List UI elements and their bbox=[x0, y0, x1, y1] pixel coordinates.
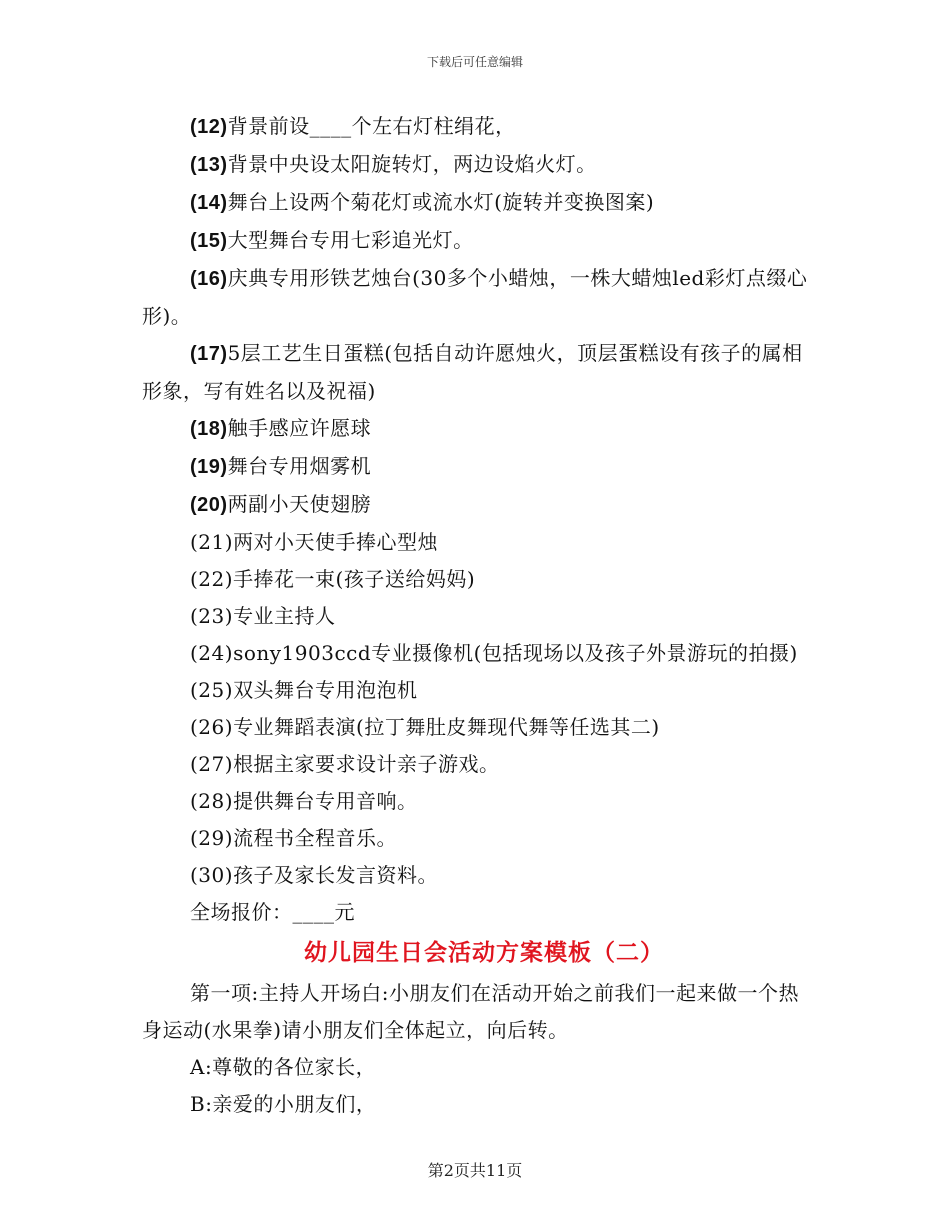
item-number: (23) bbox=[190, 604, 234, 628]
item-number: (26) bbox=[190, 715, 234, 739]
item-number: (17) bbox=[190, 343, 228, 365]
list-item bbox=[142, 108, 814, 146]
item-text: 背景前设____个左右灯柱绢花， bbox=[227, 114, 516, 138]
list-item bbox=[142, 783, 814, 820]
item-text: 触手感应许愿球 bbox=[227, 416, 372, 440]
item-number: (21) bbox=[190, 530, 234, 554]
list-item bbox=[142, 335, 814, 410]
list-item bbox=[142, 146, 814, 184]
item-text: 两副小天使翅膀 bbox=[227, 492, 372, 516]
item-text: 流程书全程音乐。 bbox=[233, 826, 398, 850]
list-item bbox=[142, 820, 814, 857]
item-number: (30) bbox=[190, 863, 234, 887]
item-number: (25) bbox=[190, 678, 234, 702]
list-item bbox=[142, 448, 814, 486]
item-text: 舞台专用烟雾机 bbox=[227, 454, 372, 478]
list-item bbox=[142, 746, 814, 783]
list-item bbox=[142, 260, 814, 335]
list-item bbox=[142, 598, 814, 635]
item-text: 舞台上设两个菊花灯或流水灯(旋转并变换图案) bbox=[227, 190, 655, 214]
list-item bbox=[142, 222, 814, 260]
item-text: 大型舞台专用七彩追光灯。 bbox=[227, 228, 474, 252]
list-item bbox=[142, 524, 814, 561]
item-text: 专业主持人 bbox=[233, 604, 336, 628]
item-number: (24) bbox=[190, 641, 234, 665]
list-item bbox=[142, 857, 814, 894]
item-number: (13) bbox=[190, 154, 228, 176]
item-number: (27) bbox=[190, 752, 234, 776]
item-text: 孩子及家长发言资料。 bbox=[233, 863, 439, 887]
list-item bbox=[142, 486, 814, 524]
item-text: sony1903ccd专业摄像机(包括现场以及孩子外景游玩的拍摄) bbox=[233, 641, 798, 665]
list-item bbox=[142, 709, 814, 746]
list-item bbox=[142, 635, 814, 672]
item-number: (28) bbox=[190, 789, 234, 813]
section-title: 幼儿园生日会活动方案模板（二） bbox=[304, 939, 664, 966]
item-number: (20) bbox=[190, 494, 228, 516]
item-text: 双头舞台专用泡泡机 bbox=[233, 678, 418, 702]
list-item bbox=[142, 184, 814, 222]
item-text: 手捧花一束(孩子送给妈妈) bbox=[233, 567, 476, 591]
item-text: 专业舞蹈表演(拉丁舞肚皮舞现代舞等任选其二) bbox=[233, 715, 660, 739]
price-line: 全场报价：____元 bbox=[190, 900, 355, 924]
page-footer: 第2页共11页 bbox=[427, 1161, 523, 1180]
item-text: 5层工艺生日蛋糕(包括自动许愿烛火，顶层蛋糕设有孩子的属相形象，写有姓名以及祝福) bbox=[142, 341, 803, 403]
list-item bbox=[142, 410, 814, 448]
item-number: (12) bbox=[190, 116, 228, 138]
item-text: 根据主家要求设计亲子游戏。 bbox=[233, 752, 500, 776]
page-header: 下载后可任意编辑 bbox=[426, 55, 523, 69]
item-text: 庆典专用形铁艺烛台(30多个小蜡烛，一株大蜡烛led彩灯点缀心形)。 bbox=[142, 266, 808, 328]
item-number: (15) bbox=[190, 230, 228, 252]
item-number: (14) bbox=[190, 192, 228, 214]
item-number: (22) bbox=[190, 567, 234, 591]
dialogue-line-a: A:尊敬的各位家长， bbox=[190, 1055, 377, 1079]
item-text: 两对小天使手捧心型烛 bbox=[233, 530, 439, 554]
item-number: (19) bbox=[190, 456, 228, 478]
item-text: 背景中央设太阳旋转灯，两边设焰火灯。 bbox=[227, 152, 597, 176]
item-number: (16) bbox=[190, 268, 228, 290]
item-number: (29) bbox=[190, 826, 234, 850]
list-item bbox=[142, 561, 814, 598]
list-item bbox=[142, 672, 814, 709]
item-text: 提供舞台专用音响。 bbox=[233, 789, 418, 813]
dialogue-line-b: B:亲爱的小朋友们， bbox=[190, 1092, 377, 1116]
document-body bbox=[142, 108, 814, 1123]
item-number: (18) bbox=[190, 418, 228, 440]
paragraph: 第一项:主持人开场白:小朋友们在活动开始之前我们一起来做一个热身运动(水果拳)请小朋友们全体起立，向后转。 bbox=[142, 981, 799, 1042]
